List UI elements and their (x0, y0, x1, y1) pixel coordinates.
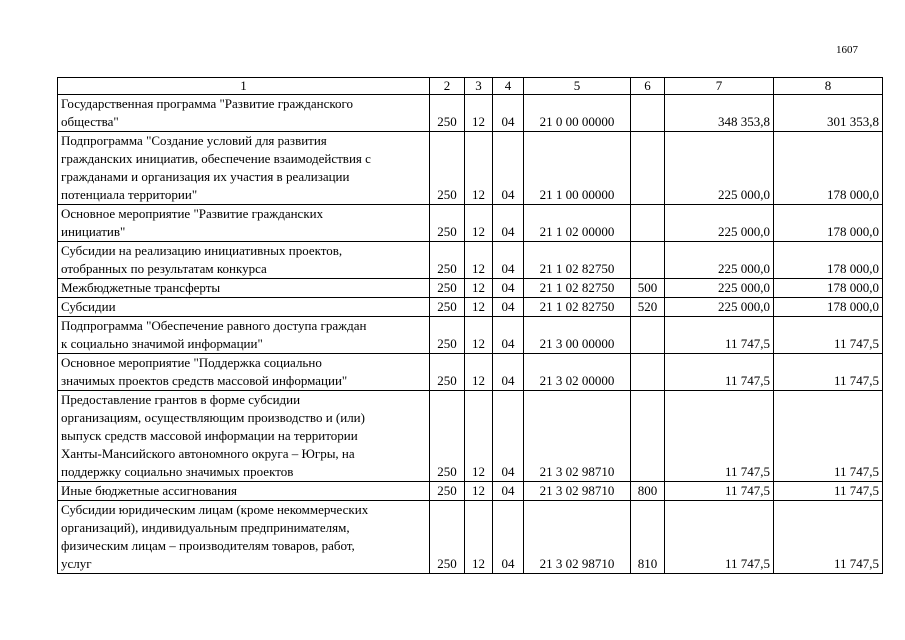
row-name-cell (58, 354, 430, 391)
row-name-line: общества" (61, 114, 119, 129)
row-name-line: Ханты-Мансийского автономного округа – Югры, на (61, 446, 355, 461)
row-name-line: Государственная программа "Развитие гражданского (61, 96, 354, 111)
row-name-line: Предоставление грантов в форме субсидии (61, 392, 301, 407)
gov-code-cell: 250 (430, 242, 465, 279)
gov-code-cell: 250 (430, 354, 465, 391)
expense-type-cell (631, 317, 665, 354)
table-row (58, 391, 883, 482)
row-name-line: Субсидии (61, 299, 116, 314)
column-header: 4 (493, 78, 524, 95)
column-header: 6 (631, 78, 665, 95)
table-row (58, 317, 883, 354)
gov-code-cell: 250 (430, 279, 465, 298)
gov-code-cell: 250 (430, 205, 465, 242)
row-name-line: физическим лицам – производителям товаров, работ, (61, 538, 355, 553)
target-article-cell: 21 3 00 00000 (524, 317, 631, 354)
row-name-line: Иные бюджетные ассигнования (61, 483, 238, 498)
row-name-cell (58, 279, 430, 298)
section-cell: 12 (465, 354, 493, 391)
row-name-line: инициатив" (61, 224, 126, 239)
target-article-cell: 21 1 02 82750 (524, 242, 631, 279)
gov-code-cell: 250 (430, 391, 465, 482)
section-cell: 12 (465, 95, 493, 132)
gov-code-cell: 250 (430, 298, 465, 317)
subsection-cell: 04 (493, 501, 524, 574)
table-row (58, 482, 883, 501)
target-article-cell: 21 3 02 98710 (524, 501, 631, 574)
target-article-cell: 21 1 00 00000 (524, 132, 631, 205)
column-header: 3 (465, 78, 493, 95)
expense-type-cell: 520 (631, 298, 665, 317)
row-name-line: Субсидии юридическим лицам (кроме некоммерческих (61, 502, 369, 517)
row-name-cell (58, 482, 430, 501)
target-article-cell: 21 3 02 98710 (524, 391, 631, 482)
amount-year1-cell: 225 000,0 (665, 279, 774, 298)
row-name-line: Межбюджетные трансферты (61, 280, 221, 295)
subsection-cell: 04 (493, 205, 524, 242)
row-name-line: Подпрограмма "Создание условий для развития (61, 133, 327, 148)
expense-type-cell (631, 391, 665, 482)
row-name-line: потенциала территории" (61, 187, 198, 202)
target-article-cell: 21 1 02 82750 (524, 298, 631, 317)
row-name-cell (58, 205, 430, 242)
amount-year1-cell: 348 353,8 (665, 95, 774, 132)
amount-year2-cell: 11 747,5 (774, 501, 883, 574)
section-cell: 12 (465, 242, 493, 279)
table-header-row (58, 78, 883, 95)
target-article-cell: 21 1 02 82750 (524, 279, 631, 298)
row-name-line: организаций), индивидуальным предпринимателям, (61, 520, 350, 535)
amount-year2-cell: 11 747,5 (774, 317, 883, 354)
amount-year1-cell: 11 747,5 (665, 391, 774, 482)
amount-year2-cell: 178 000,0 (774, 132, 883, 205)
row-name-cell (58, 298, 430, 317)
page-number: 1607 (836, 44, 858, 56)
row-name-line: Подпрограмма "Обеспечение равного доступа граждан (61, 318, 367, 333)
subsection-cell: 04 (493, 354, 524, 391)
subsection-cell: 04 (493, 298, 524, 317)
gov-code-cell: 250 (430, 482, 465, 501)
row-name-cell (58, 95, 430, 132)
gov-code-cell: 250 (430, 132, 465, 205)
table-row (58, 132, 883, 205)
amount-year1-cell: 225 000,0 (665, 298, 774, 317)
table-row (58, 298, 883, 317)
table-row (58, 242, 883, 279)
section-cell: 12 (465, 132, 493, 205)
amount-year2-cell: 11 747,5 (774, 482, 883, 501)
column-header: 2 (430, 78, 465, 95)
subsection-cell: 04 (493, 279, 524, 298)
amount-year1-cell: 11 747,5 (665, 501, 774, 574)
amount-year2-cell: 301 353,8 (774, 95, 883, 132)
row-name-line: к социально значимой информации" (61, 336, 263, 351)
expense-type-cell (631, 354, 665, 391)
section-cell: 12 (465, 317, 493, 354)
column-header: 8 (774, 78, 883, 95)
amount-year2-cell: 178 000,0 (774, 279, 883, 298)
row-name-cell (58, 391, 430, 482)
row-name-line: отобранных по результатам конкурса (61, 261, 267, 276)
row-name-line: поддержку социально значимых проектов (61, 464, 294, 479)
amount-year1-cell: 11 747,5 (665, 317, 774, 354)
amount-year1-cell: 225 000,0 (665, 205, 774, 242)
amount-year1-cell: 11 747,5 (665, 482, 774, 501)
amount-year1-cell: 225 000,0 (665, 132, 774, 205)
subsection-cell: 04 (493, 132, 524, 205)
subsection-cell: 04 (493, 242, 524, 279)
row-name-line: гражданских инициатив, обеспечение взаимодействия с (61, 151, 371, 166)
row-name-cell (58, 501, 430, 574)
expense-type-cell: 800 (631, 482, 665, 501)
expense-type-cell (631, 132, 665, 205)
subsection-cell: 04 (493, 391, 524, 482)
row-name-line: услуг (61, 556, 92, 571)
expense-type-cell: 810 (631, 501, 665, 574)
section-cell: 12 (465, 279, 493, 298)
target-article-cell: 21 3 02 98710 (524, 482, 631, 501)
table-row (58, 501, 883, 574)
expense-type-cell (631, 95, 665, 132)
amount-year1-cell: 225 000,0 (665, 242, 774, 279)
row-name-line: значимых проектов средств массовой информации" (61, 373, 348, 388)
row-name-line: Основное мероприятие "Поддержка социально (61, 355, 322, 370)
amount-year2-cell: 178 000,0 (774, 242, 883, 279)
column-header: 5 (524, 78, 631, 95)
table-row (58, 354, 883, 391)
section-cell: 12 (465, 205, 493, 242)
target-article-cell: 21 1 02 00000 (524, 205, 631, 242)
subsection-cell: 04 (493, 317, 524, 354)
gov-code-cell: 250 (430, 95, 465, 132)
row-name-cell (58, 132, 430, 205)
gov-code-cell: 250 (430, 501, 465, 574)
table-body (58, 95, 883, 574)
row-name-line: Субсидии на реализацию инициативных проектов, (61, 243, 343, 258)
target-article-cell: 21 3 02 00000 (524, 354, 631, 391)
section-cell: 12 (465, 501, 493, 574)
row-name-line: Основное мероприятие "Развитие гражданских (61, 206, 324, 221)
target-article-cell: 21 0 00 00000 (524, 95, 631, 132)
table-row (58, 205, 883, 242)
table-row (58, 95, 883, 132)
subsection-cell: 04 (493, 95, 524, 132)
expense-type-cell (631, 205, 665, 242)
amount-year1-cell: 11 747,5 (665, 354, 774, 391)
row-name-line: организациям, осуществляющим производство и (или) (61, 410, 365, 425)
amount-year2-cell: 11 747,5 (774, 391, 883, 482)
row-name-line: гражданами и организация их участия в реализации (61, 169, 350, 184)
table-row (58, 279, 883, 298)
row-name-cell (58, 317, 430, 354)
expense-type-cell: 500 (631, 279, 665, 298)
gov-code-cell: 250 (430, 317, 465, 354)
amount-year2-cell: 11 747,5 (774, 354, 883, 391)
column-header: 1 (58, 78, 430, 95)
section-cell: 12 (465, 482, 493, 501)
section-cell: 12 (465, 298, 493, 317)
amount-year2-cell: 178 000,0 (774, 298, 883, 317)
column-header: 7 (665, 78, 774, 95)
budget-table (57, 77, 883, 574)
amount-year2-cell: 178 000,0 (774, 205, 883, 242)
section-cell: 12 (465, 391, 493, 482)
row-name-cell (58, 242, 430, 279)
expense-type-cell (631, 242, 665, 279)
row-name-line: выпуск средств массовой информации на территории (61, 428, 358, 443)
subsection-cell: 04 (493, 482, 524, 501)
